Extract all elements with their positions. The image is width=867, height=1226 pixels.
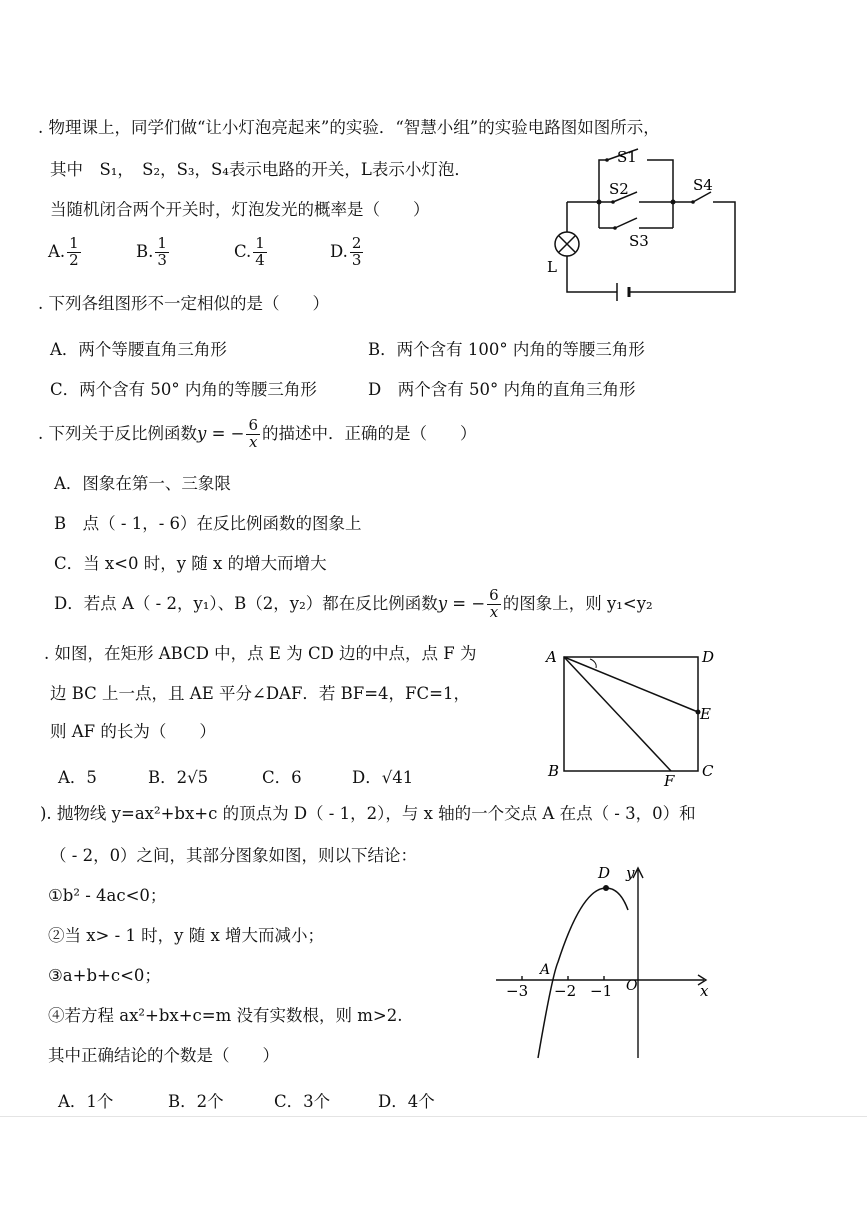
label-origin: O xyxy=(626,978,638,994)
q3-stem xyxy=(38,418,477,451)
q5-option-a[interactable]: A．1个 xyxy=(58,1092,114,1111)
q4-option-a[interactable]: A．5 xyxy=(58,768,97,787)
rectangle-diagram xyxy=(540,640,720,788)
q3-option-c[interactable]: C．当 x<0 时，y 随 x 的增大而增大 xyxy=(54,554,327,573)
label-s2: S2 xyxy=(609,180,629,198)
q4-option-d[interactable]: D．√41 xyxy=(352,768,414,787)
q5-conclusion-2: ②当 x> - 1 时，y 随 x 增大而减小； xyxy=(48,926,325,945)
label-f: F xyxy=(664,772,675,788)
label-d: D xyxy=(702,648,715,666)
q3-option-b[interactable]: B 点（ - 1，- 6）在反比例函数的图象上 xyxy=(54,514,362,533)
tick-label-minus-3: −3 xyxy=(506,982,529,1000)
q3-option-a[interactable]: A．图象在第一、三象限 xyxy=(54,474,231,493)
q5-conclusion-4: ④若方程 ax²+bx+c=m 没有实数根，则 m>2. xyxy=(48,1006,403,1025)
page-bottom-divider xyxy=(0,1116,867,1117)
label-s3: S3 xyxy=(629,232,649,250)
q4-line3: 则 AF 的长为（ ） xyxy=(50,722,216,741)
vertex-point xyxy=(603,885,609,891)
label-x-axis: x xyxy=(700,982,709,1000)
label-s4: S4 xyxy=(693,176,713,194)
q5-conclusion-1: ①b² - 4ac<0； xyxy=(48,886,167,905)
tick-label-minus-1: −1 xyxy=(590,982,613,1000)
q4-option-b[interactable]: B．2√5 xyxy=(148,768,209,787)
q3-option-d-post: 的图象上，则 y₁<y₂ xyxy=(502,593,653,613)
tick-label-minus-2: −2 xyxy=(554,982,577,1000)
parabola-graph xyxy=(492,858,717,1064)
q2-option-c[interactable]: C．两个含有 50° 内角的等腰三角形 xyxy=(50,380,317,399)
label-c: C xyxy=(702,762,714,780)
label-vertex-d: D xyxy=(598,864,611,882)
parabola-curve xyxy=(538,888,628,1058)
q2-option-d[interactable]: D 两个含有 50° 内角的直角三角形 xyxy=(368,380,636,399)
q1-option-d[interactable] xyxy=(330,236,365,269)
q1-option-b[interactable] xyxy=(136,236,171,269)
label-e: E xyxy=(700,705,711,723)
q1-option-c[interactable] xyxy=(234,236,269,269)
q1-line3: 当随机闭合两个开关时，灯泡发光的概率是（ ） xyxy=(50,200,430,219)
q3-func-lhs: y = − xyxy=(197,423,245,443)
q3-fraction-2: $\frac{6}{x}$ xyxy=(489,586,499,621)
q4-line2: 边 BC 上一点，且 AE 平分∠DAF．若 BF=4，FC=1， xyxy=(50,684,470,703)
label-b: B xyxy=(548,762,560,780)
fraction: $\frac{1}{4}$ xyxy=(255,234,265,269)
label-s1: S1 xyxy=(617,148,637,166)
label-a: A xyxy=(546,648,557,666)
label-point-a: A xyxy=(540,962,551,978)
q5-option-c[interactable]: C．3个 xyxy=(274,1092,331,1111)
fraction: $\frac{1}{2}$ xyxy=(69,234,79,269)
option-letter: A. xyxy=(48,241,66,261)
q5-ask: 其中正确结论的个数是（ ） xyxy=(48,1046,279,1065)
q1-line1: . 物理课上，同学们做“让小灯泡亮起来”的实验．“智慧小组”的实验电路图如图所示， xyxy=(38,118,660,137)
q3-stem-pre: . 下列关于反比例函数 xyxy=(38,423,197,443)
q5-conclusion-3: ③a+b+c<0； xyxy=(48,966,161,985)
fraction: $\frac{2}{3}$ xyxy=(351,234,362,269)
q4-option-c[interactable]: C．6 xyxy=(262,768,302,787)
q1-line2: 其中 S₁， S₂，S₃，S₄表示电路的开关，L表示小灯泡． xyxy=(50,160,471,179)
label-lamp: L xyxy=(547,258,557,276)
q5-option-b[interactable]: B．2个 xyxy=(168,1092,224,1111)
switch-s3 xyxy=(615,218,637,228)
q2-stem: . 下列各组图形不一定相似的是（ ） xyxy=(38,294,329,313)
q3-fraction: $\frac{6}{x}$ xyxy=(248,416,259,451)
q5-option-d[interactable]: D．4个 xyxy=(378,1092,435,1111)
option-letter: B. xyxy=(136,241,154,261)
q3-option-d[interactable] xyxy=(54,588,653,621)
q2-option-a[interactable]: A．两个等腰直角三角形 xyxy=(50,340,227,359)
q1-option-a[interactable] xyxy=(48,236,83,269)
q5-line1: ). 抛物线 y=ax²+bx+c 的顶点为 D（ - 1，2），与 x 轴的一个交点 A 在点（ - 3，0）和 xyxy=(40,804,696,823)
q3-option-d-pre: D．若点 A（ - 2，y₁）、B（2，y₂）都在反比例函数 xyxy=(54,593,438,613)
q2-option-b[interactable]: B．两个含有 100° 内角的等腰三角形 xyxy=(368,340,645,359)
q4-line1: . 如图，在矩形 ABCD 中，点 E 为 CD 边的中点，点 F 为 xyxy=(44,644,477,663)
option-letter: D. xyxy=(330,241,348,261)
q3-func-lhs-2: y = − xyxy=(437,593,486,613)
circuit-diagram xyxy=(535,140,750,305)
segment-ae xyxy=(564,657,698,712)
label-y-axis: y xyxy=(626,864,635,882)
q5-line2: （ - 2，0）之间，其部分图象如图，则以下结论： xyxy=(50,846,418,865)
segment-af xyxy=(564,657,671,771)
q3-stem-post: 的描述中．正确的是（ ） xyxy=(262,423,477,443)
option-letter: C. xyxy=(234,241,252,261)
rectangle-abcd xyxy=(564,657,698,771)
fraction: $\frac{1}{3}$ xyxy=(157,234,167,269)
